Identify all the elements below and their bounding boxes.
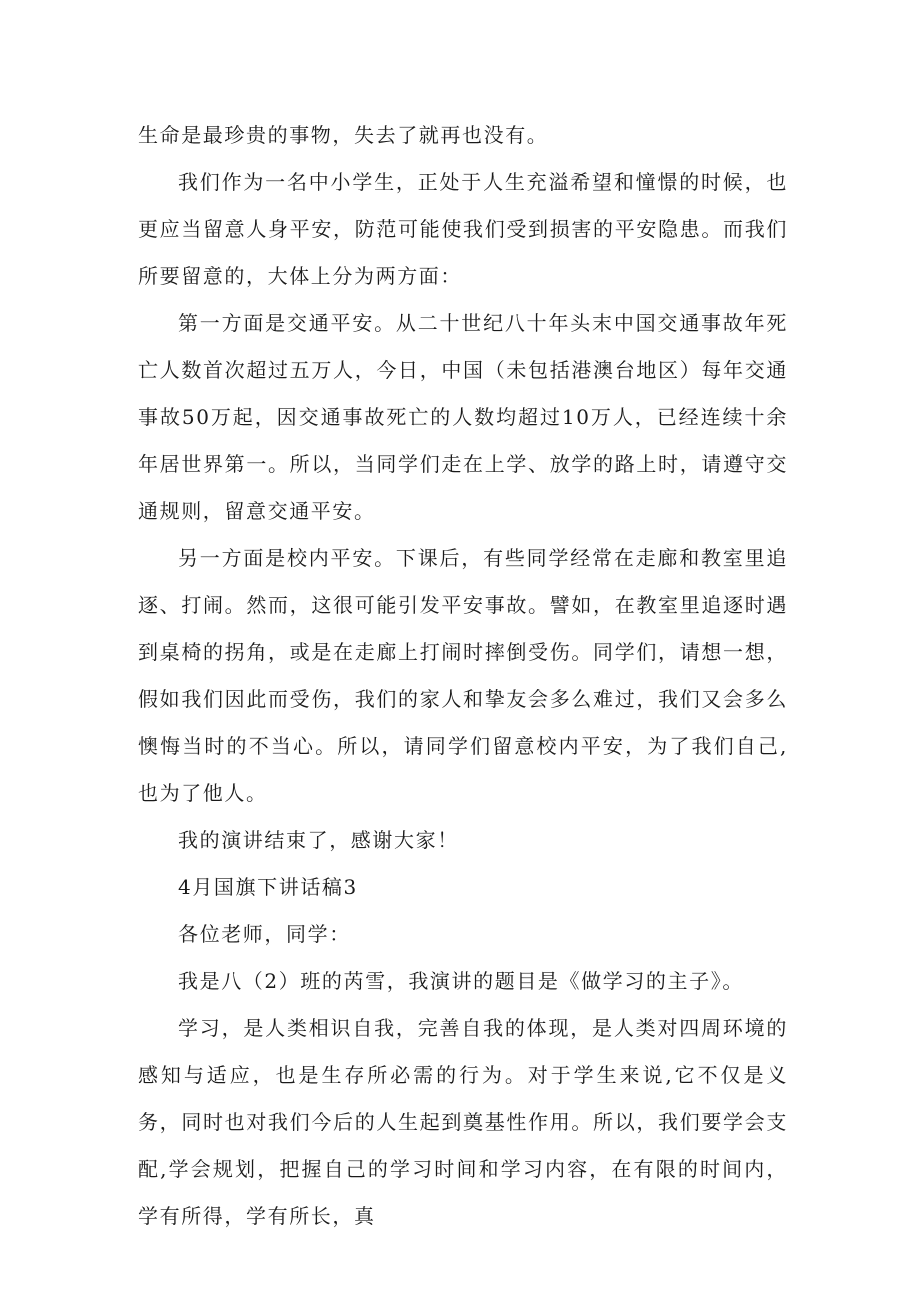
- paragraph-safety-intro: 我们作为一名中小学生，正处于人生充溢希望和憧憬的时候，也更应当留意人身平安，防范可能使我们受到损害的平安隐患。而我们所要留意的，大体上分为两方面：: [138, 170, 788, 288]
- section-title: 4月国旗下讲话稿3: [178, 875, 358, 899]
- paragraph-speech-end: 我的演讲结束了，感谢大家！: [178, 828, 459, 852]
- paragraph-campus-safety: 另一方面是校内平安。下课后，有些同学经常在走廊和教室里追逐、打闹。然而，这很可能引发平安事故。譬如，在教室里追逐时遇到桌椅的拐角，或是在走廊上打闹时摔倒受伤。同学们，请想一想，假如我们因此而受伤，我们的家人和挚友会多么难过，我们又会多么懊悔当时的不当心。所以，请同学们留意校内平安，为了我们自己,也为了他人。: [138, 546, 788, 805]
- paragraph-learning: 学习，是人类相识自我，完善自我的体现，是人类对四周环境的感知与适应，也是生存所必需的行为。对于学生来说,它不仅是义务，同时也对我们今后的人生起到奠基性作用。所以，我们要学会支配,学会规划，把握自己的学习时间和学习内容，在有限的时间内，学有所得，学有所长，真: [138, 1016, 788, 1228]
- paragraph-greeting: 各位老师，同学：: [178, 922, 351, 946]
- body-text: [138, 112, 788, 1240]
- paragraph-traffic-safety: 第一方面是交通平安。从二十世纪八十年头末中国交通事故年死亡人数首次超过五万人，今日，中国（未包括港澳台地区）每年交通事故50万起，因交通事故死亡的人数均超过10万人，已经连续十余年居世界第一。所以，当同学们走在上学、放学的路上时，请遵守交通规则，留意交通平安。: [138, 311, 788, 523]
- paragraph-life-precious: 生命是最珍贵的事物，失去了就再也没有。: [138, 123, 549, 147]
- paragraph-speaker-intro: 我是八（2）班的芮雪，我演讲的题目是《做学习的主子》。: [178, 969, 744, 993]
